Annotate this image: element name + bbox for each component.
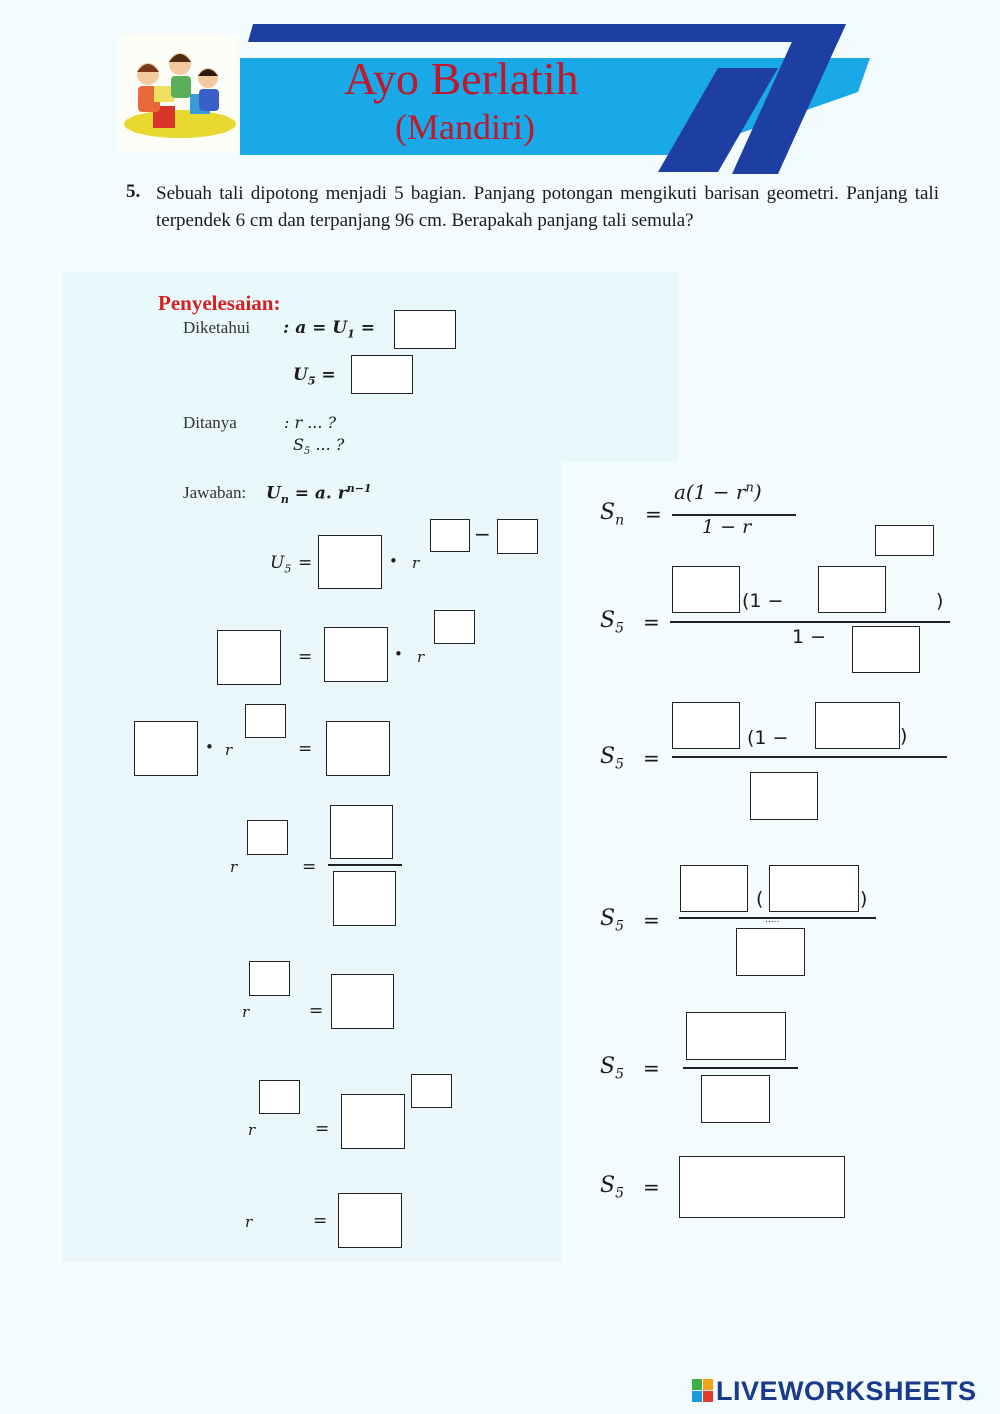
step1-u5: $U_5$ [270, 553, 292, 576]
s5-step4-box-num[interactable] [686, 1012, 786, 1060]
step6-eq: = [315, 1119, 330, 1139]
s5-step1-close: ) [936, 590, 944, 612]
answer-box-u5[interactable] [351, 355, 413, 394]
step1-minus: − [474, 522, 491, 546]
step3-box-exp[interactable] [245, 704, 286, 738]
step1-bullet: • [389, 552, 398, 570]
s5-step1-box-a[interactable] [672, 566, 740, 613]
s5-step2-box-rn[interactable] [815, 702, 900, 749]
answer-label: Jawaban: [183, 483, 247, 502]
question-number: 5. [126, 181, 141, 202]
step4-fraction-bar [328, 864, 402, 866]
s5-final-answer-box[interactable] [679, 1156, 845, 1218]
s5-step1-bar [670, 621, 950, 623]
solution-heading: Penyelesaian: [158, 291, 281, 315]
asked-s5: $S_5$ ... ? [293, 435, 345, 458]
right-formula-eq: = [645, 502, 662, 526]
step7-box-r[interactable] [338, 1193, 402, 1248]
s5-step1-den-one-minus: 1 − [792, 626, 827, 648]
s5-step2-eq: = [643, 746, 660, 770]
step2-r: r [417, 648, 425, 666]
step3-box-a[interactable] [134, 721, 198, 776]
known-label: Diketahui [183, 318, 251, 337]
step5-eq: = [309, 1001, 324, 1021]
step4-r: r [230, 858, 238, 876]
step3-r: r [225, 741, 233, 759]
step3-eq: = [298, 739, 313, 759]
logo-image [118, 34, 238, 152]
s5-step4-label: $S_5$ [600, 1054, 624, 1083]
step2-eq: = [298, 647, 313, 667]
step4-box-exp[interactable] [247, 820, 288, 855]
s5-step1-eq: = [643, 610, 660, 634]
step7-eq: = [313, 1211, 328, 1231]
step1-box-exp-n[interactable] [430, 519, 470, 552]
s5-step2-label: $S_5$ [600, 744, 624, 773]
step6-box-power[interactable] [411, 1074, 452, 1108]
s5-step1-one-minus: (1 − [742, 590, 784, 612]
step4-eq: = [302, 857, 317, 877]
step6-box-exp[interactable] [259, 1080, 300, 1114]
s5-step3-eq: = [643, 908, 660, 932]
title-line-1: Ayo Berlatih [344, 53, 579, 104]
s5-step1-label: $S_5$ [600, 608, 624, 637]
s5-step2-one-minus: (1 − [747, 727, 789, 749]
step3-box-u5[interactable] [326, 721, 390, 776]
s5-step3-box-den[interactable] [736, 928, 805, 976]
known-expression: : $a = U_1$ = [283, 318, 375, 341]
s5-step2-bar [672, 756, 947, 758]
liveworksheets-logo-icon [692, 1379, 714, 1403]
s5-step4-bar [683, 1067, 798, 1069]
step2-bullet: • [394, 645, 403, 663]
s5-step3-dots: ..... [765, 915, 780, 925]
s5-step2-box-a[interactable] [672, 702, 740, 749]
asked-r: : r ... ? [284, 413, 337, 432]
step5-box-val[interactable] [331, 974, 394, 1029]
u5-label: $U_5$ = [293, 365, 336, 388]
step2-box-a[interactable] [324, 627, 388, 682]
s5-step1-box-den-r[interactable] [852, 626, 920, 673]
s5-step3-label: $S_5$ [600, 906, 624, 935]
step5-r: r [242, 1003, 250, 1021]
answer-box-a[interactable] [394, 310, 456, 349]
step4-box-den[interactable] [333, 871, 396, 926]
answer-formula: $U_n = a$. $r^{n-1}$ [266, 482, 372, 507]
step1-box-a[interactable] [318, 535, 382, 589]
children-reading-icon [118, 34, 238, 152]
step1-eq: = [298, 553, 313, 573]
s5-step3-close: ) [860, 888, 868, 910]
s5-step3-box-diff[interactable] [769, 865, 859, 912]
step7-r: r [245, 1213, 253, 1231]
step2-box-exp[interactable] [434, 610, 475, 644]
right-formula-den: 1 − r [702, 516, 752, 538]
s5-final-label: $S_5$ [600, 1173, 624, 1202]
step3-bullet: • [205, 738, 214, 756]
title-line-2: (Mandiri) [395, 107, 535, 147]
step1-r: r [412, 554, 420, 572]
s5-final-eq: = [643, 1175, 660, 1199]
step1-box-exp-1[interactable] [497, 519, 538, 554]
step5-box-exp[interactable] [249, 961, 290, 996]
step4-box-num[interactable] [330, 805, 393, 859]
question-text: Sebuah tali dipotong menjadi 5 bagian. Panjang potongan mengikuti barisan geometri. Panjang tali terpendek 6 cm dan terpanjang 96 cm. Berapakah panjang tali semula? [156, 183, 939, 231]
right-sn: $S_n$ [600, 500, 625, 529]
s5-step2-box-den[interactable] [750, 772, 818, 820]
step2-box-u5[interactable] [217, 630, 281, 685]
s5-step4-eq: = [643, 1056, 660, 1080]
s5-step3-open: ( [756, 888, 764, 910]
asked-label: Ditanya [183, 413, 237, 432]
s5-step4-box-den[interactable] [701, 1075, 770, 1123]
step6-box-base[interactable] [341, 1094, 405, 1149]
footer-brand-text: LIVEWORKSHEETS [716, 1376, 977, 1406]
s5-step2-close: ) [900, 725, 908, 747]
step6-r: r [248, 1121, 256, 1139]
s5-step3-box-a[interactable] [680, 865, 748, 912]
right-formula-num: $a(1 - r^n)$ [674, 480, 762, 504]
s5-step1-box-exp[interactable] [875, 525, 934, 556]
s5-step1-box-r[interactable] [818, 566, 886, 613]
